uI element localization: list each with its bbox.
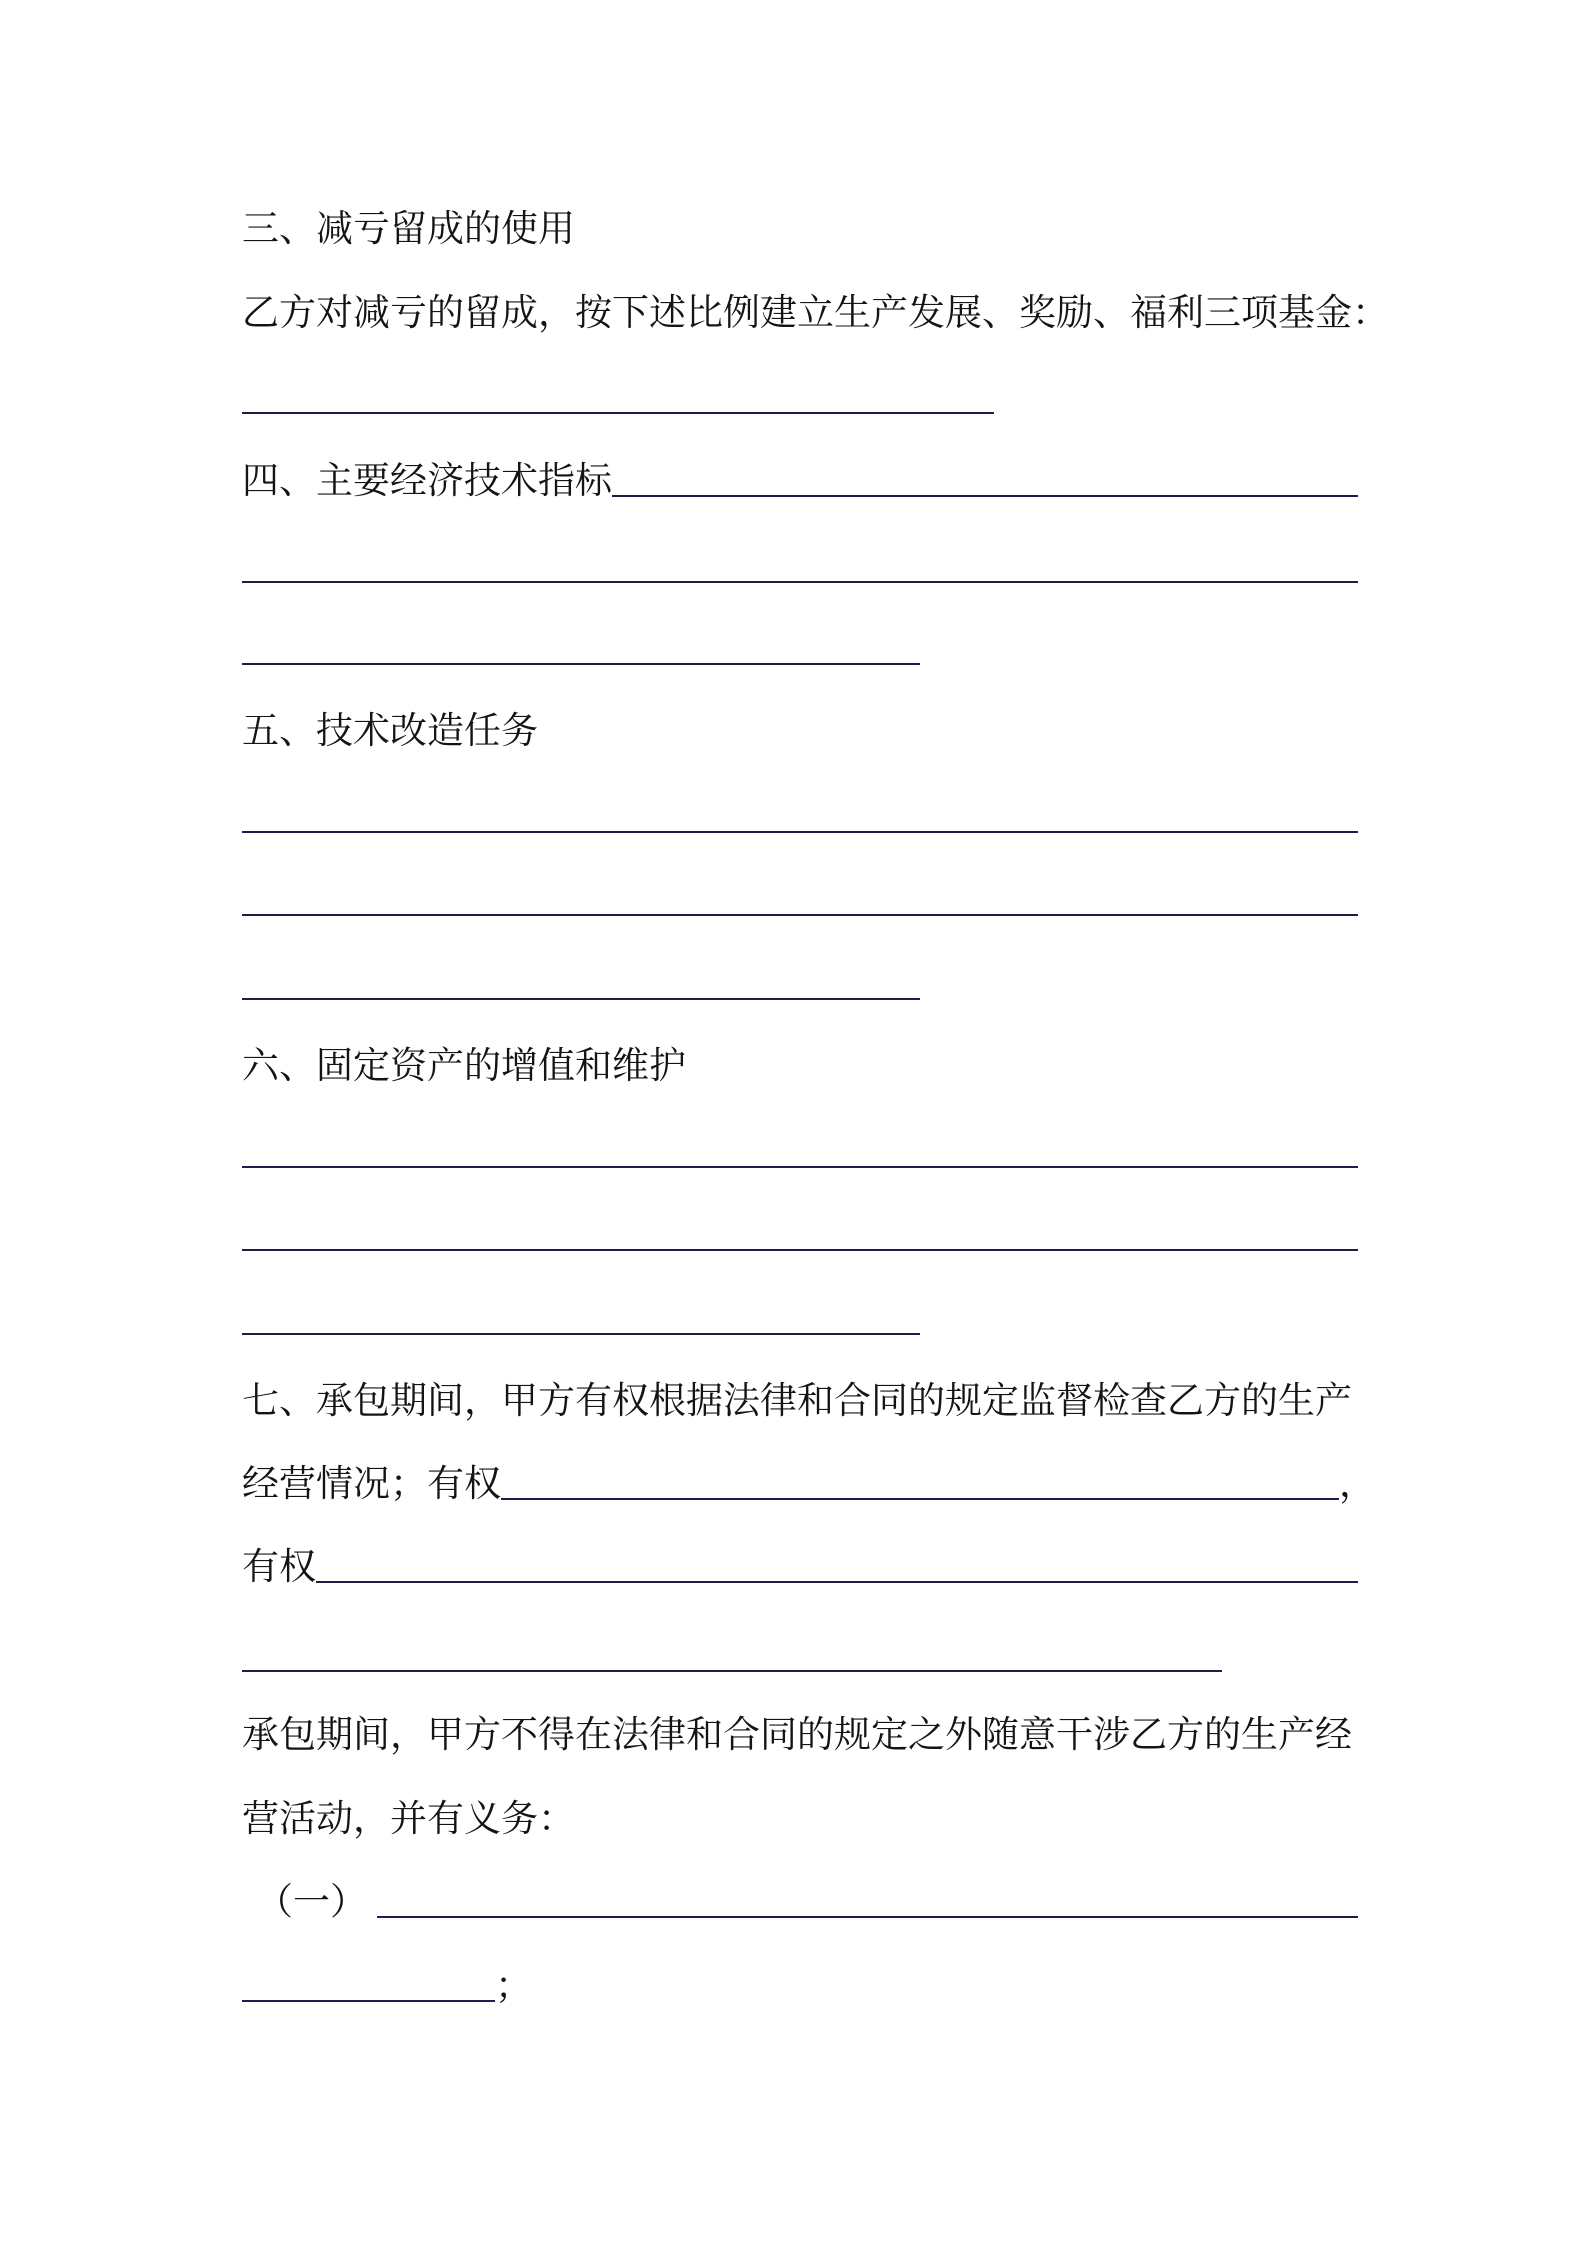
section-4-heading-row <box>242 457 1358 505</box>
section-5-heading: 五、技术改造任务 <box>242 709 538 752</box>
blank-line[interactable] <box>501 1498 1339 1500</box>
blank-line[interactable] <box>242 1166 1358 1168</box>
blank-line[interactable] <box>377 1916 1358 1918</box>
item-1-end: ； <box>495 1964 532 2007</box>
item-1-label: （一） <box>256 1880 367 1923</box>
section-7-line-2-prefix: 经营情况；有权 <box>242 1462 501 1505</box>
blank-line[interactable] <box>242 914 1358 916</box>
section-7-para-2-line-2: 营活动，并有义务： <box>242 1797 575 1840</box>
section-7-para-2-line-1: 承包期间，甲方不得在法律和合同的规定之外随意干涉乙方的生产经 <box>242 1713 1352 1756</box>
blank-line[interactable] <box>242 831 1358 833</box>
blank-line[interactable] <box>612 495 1358 497</box>
blank-line[interactable] <box>316 1581 1358 1583</box>
section-3-heading: 三、减亏留成的使用 <box>242 207 575 250</box>
blank-line[interactable] <box>242 998 920 1000</box>
blank-line[interactable] <box>242 581 1358 583</box>
blank-line[interactable] <box>242 1670 1222 1672</box>
item-1-continuation <box>242 1962 532 2010</box>
section-7-line-2 <box>242 1460 1376 1508</box>
blank-line[interactable] <box>242 663 920 665</box>
blank-line[interactable] <box>242 1333 920 1335</box>
section-7-line-3-prefix: 有权 <box>242 1545 316 1588</box>
section-3-body: 乙方对减亏的留成，按下述比例建立生产发展、奖励、福利三项基金： <box>242 291 1389 334</box>
section-7-line-3 <box>242 1543 1358 1591</box>
section-6-heading: 六、固定资产的增值和维护 <box>242 1044 686 1087</box>
section-7-line-1: 七、承包期间，甲方有权根据法律和合同的规定监督检查乙方的生产 <box>242 1379 1352 1422</box>
blank-line[interactable] <box>242 2000 495 2002</box>
blank-line[interactable] <box>242 1249 1358 1251</box>
section-4-heading: 四、主要经济技术指标 <box>242 459 612 502</box>
section-7-line-2-suffix: ， <box>1339 1462 1376 1505</box>
blank-line[interactable] <box>242 412 994 414</box>
item-1-row <box>256 1878 1358 1926</box>
